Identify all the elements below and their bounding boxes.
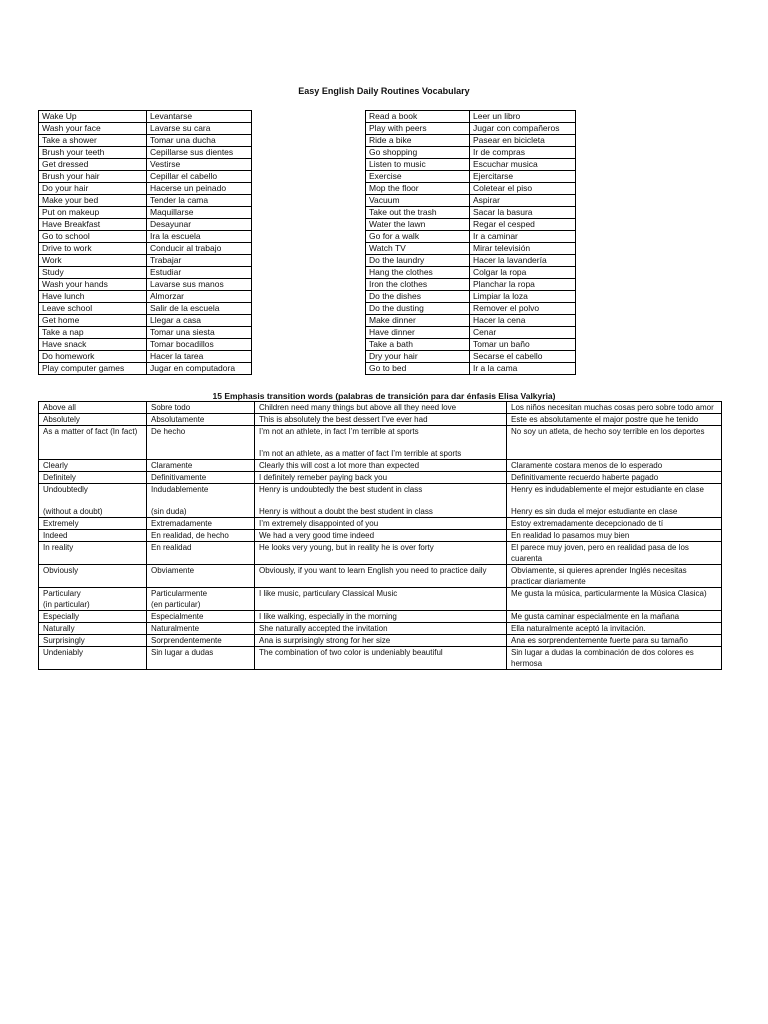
table-row xyxy=(366,351,576,363)
english-phrase-cell: Get dressed xyxy=(39,159,147,171)
spanish-word-cell: En realidad, de hecho xyxy=(147,530,255,542)
emphasis-table xyxy=(38,401,722,670)
table-row xyxy=(366,339,576,351)
table-row xyxy=(39,623,722,635)
table-row xyxy=(39,339,252,351)
spanish-word-cell: Particularmente (en particular) xyxy=(147,588,255,611)
spanish-phrase-cell: Hacer la lavandería xyxy=(470,255,576,267)
spanish-example-cell: Claramente costara menos de lo esperado xyxy=(507,460,722,472)
english-phrase-cell: Exercise xyxy=(366,171,470,183)
english-example-cell: This is absolutely the best dessert I’ve ever had xyxy=(255,414,507,426)
english-phrase-cell: Do the dishes xyxy=(366,291,470,303)
table-row xyxy=(39,255,252,267)
table-row xyxy=(39,291,252,303)
spanish-example-cell: Me gusta la música, particularmente la Música Clasica) xyxy=(507,588,722,611)
english-phrase-cell: Take out the trash xyxy=(366,207,470,219)
table-row xyxy=(39,351,252,363)
table-row xyxy=(39,542,722,565)
spanish-phrase-cell: Maquillarse xyxy=(147,207,252,219)
spanish-phrase-cell: Almorzar xyxy=(147,291,252,303)
english-phrase-cell: Go shopping xyxy=(366,147,470,159)
table-row xyxy=(39,279,252,291)
spanish-phrase-cell: Hacer la tarea xyxy=(147,351,252,363)
english-phrase-cell: Make dinner xyxy=(366,315,470,327)
spanish-phrase-cell: Leer un libro xyxy=(470,111,576,123)
table-row xyxy=(39,472,722,484)
spanish-phrase-cell: Hacerse un peinado xyxy=(147,183,252,195)
table-row xyxy=(39,414,722,426)
english-phrase-cell: Watch TV xyxy=(366,243,470,255)
english-phrase-cell: Make your bed xyxy=(39,195,147,207)
english-phrase-cell: Take a shower xyxy=(39,135,147,147)
english-phrase-cell: Have lunch xyxy=(39,291,147,303)
table-row xyxy=(39,484,722,518)
table-row xyxy=(39,135,252,147)
english-word-cell: Especially xyxy=(39,611,147,623)
table-row xyxy=(39,402,722,414)
english-phrase-cell: Get home xyxy=(39,315,147,327)
spanish-example-cell: No soy un atleta, de hecho soy terrible en los deportes xyxy=(507,426,722,460)
spanish-phrase-cell: Sacar la basura xyxy=(470,207,576,219)
spanish-phrase-cell: Desayunar xyxy=(147,219,252,231)
english-example-cell: Children need many things but above all they need love xyxy=(255,402,507,414)
spanish-word-cell: Extremadamente xyxy=(147,518,255,530)
spanish-phrase-cell: Regar el cesped xyxy=(470,219,576,231)
table-row xyxy=(39,111,252,123)
spanish-phrase-cell: Planchar la ropa xyxy=(470,279,576,291)
table-row xyxy=(366,195,576,207)
table-row xyxy=(366,207,576,219)
spanish-phrase-cell: Ejercitarse xyxy=(470,171,576,183)
spanish-phrase-cell: Llegar a casa xyxy=(147,315,252,327)
english-word-cell: As a matter of fact (In fact) xyxy=(39,426,147,460)
spanish-phrase-cell: Cepillar el cabello xyxy=(147,171,252,183)
emphasis-section-title: 15 Emphasis transition words (palabras de transición para dar énfasis Elisa Valkyria) xyxy=(212,391,556,401)
table-row xyxy=(39,611,722,623)
table-row xyxy=(366,111,576,123)
table-row xyxy=(39,207,252,219)
table-row xyxy=(39,123,252,135)
spanish-phrase-cell: Coletear el piso xyxy=(470,183,576,195)
spanish-word-cell: Claramente xyxy=(147,460,255,472)
table-row xyxy=(366,135,576,147)
spanish-word-cell: Naturalmente xyxy=(147,623,255,635)
english-phrase-cell: Work xyxy=(39,255,147,267)
english-word-cell: Absolutely xyxy=(39,414,147,426)
english-phrase-cell: Wash your hands xyxy=(39,279,147,291)
table-row xyxy=(39,267,252,279)
english-phrase-cell: Mop the floor xyxy=(366,183,470,195)
spanish-example-cell: Este es absolutamente el major postre que he tenido xyxy=(507,414,722,426)
table-row xyxy=(39,195,252,207)
table-row xyxy=(366,315,576,327)
english-word-cell: In reality xyxy=(39,542,147,565)
spanish-word-cell: De hecho xyxy=(147,426,255,460)
spanish-phrase-cell: Ira la escuela xyxy=(147,231,252,243)
spanish-example-cell: En realidad lo pasamos muy bien xyxy=(507,530,722,542)
spanish-phrase-cell: Jugar con compañeros xyxy=(470,123,576,135)
english-phrase-cell: Go to school xyxy=(39,231,147,243)
english-example-cell: I definitely remeber paying back you xyxy=(255,472,507,484)
english-phrase-cell: Wake Up xyxy=(39,111,147,123)
english-word-cell: Undoubtedly (without a doubt) xyxy=(39,484,147,518)
spanish-word-cell: Sin lugar a dudas xyxy=(147,647,255,670)
table-row xyxy=(39,530,722,542)
english-phrase-cell: Do the dusting xyxy=(366,303,470,315)
spanish-phrase-cell: Escuchar musica xyxy=(470,159,576,171)
table-row xyxy=(39,426,722,460)
spanish-phrase-cell: Cepillarse sus dientes xyxy=(147,147,252,159)
spanish-example-cell: Ella naturalmente aceptó la invitación. xyxy=(507,623,722,635)
spanish-phrase-cell: Lavarse sus manos xyxy=(147,279,252,291)
table-row xyxy=(366,279,576,291)
table-row xyxy=(366,291,576,303)
english-phrase-cell: Ride a bike xyxy=(366,135,470,147)
english-phrase-cell: Drive to work xyxy=(39,243,147,255)
table-row xyxy=(39,171,252,183)
spanish-phrase-cell: Tender la cama xyxy=(147,195,252,207)
spanish-phrase-cell: Jugar en computadora xyxy=(147,363,252,375)
spanish-example-cell: Definitivamente recuerdo haberte pagado xyxy=(507,472,722,484)
english-example-cell: I like music, particulary Classical Music xyxy=(255,588,507,611)
spanish-example-cell: Me gusta caminar especialmente en la mañana xyxy=(507,611,722,623)
english-phrase-cell: Take a bath xyxy=(366,339,470,351)
table-row xyxy=(39,327,252,339)
spanish-phrase-cell: Ir a la cama xyxy=(470,363,576,375)
vocab-table-left xyxy=(38,110,252,375)
table-row xyxy=(39,303,252,315)
table-row xyxy=(39,588,722,611)
spanish-phrase-cell: Tomar bocadillos xyxy=(147,339,252,351)
spanish-phrase-cell: Conducir al trabajo xyxy=(147,243,252,255)
english-example-cell: He looks very young, but in reality he is over forty xyxy=(255,542,507,565)
spanish-phrase-cell: Estudiar xyxy=(147,267,252,279)
spanish-example-cell: Sin lugar a dudas la combinación de dos colores es hermosa xyxy=(507,647,722,670)
table-row xyxy=(39,647,722,670)
english-phrase-cell: Water the lawn xyxy=(366,219,470,231)
table-row xyxy=(366,183,576,195)
english-example-cell: Clearly this will cost a lot more than expected xyxy=(255,460,507,472)
spanish-phrase-cell: Colgar la ropa xyxy=(470,267,576,279)
english-phrase-cell: Do your hair xyxy=(39,183,147,195)
spanish-example-cell: Henry es indudablemente el mejor estudiante en clase Henry es sin duda el mejor estudiante en clase xyxy=(507,484,722,518)
english-phrase-cell: Have Breakfast xyxy=(39,219,147,231)
table-row xyxy=(39,243,252,255)
table-row xyxy=(366,255,576,267)
english-word-cell: Obviously xyxy=(39,565,147,588)
spanish-phrase-cell: Tomar un baño xyxy=(470,339,576,351)
english-word-cell: Extremely xyxy=(39,518,147,530)
english-word-cell: Undeniably xyxy=(39,647,147,670)
spanish-word-cell: Indudablemente (sin duda) xyxy=(147,484,255,518)
english-phrase-cell: Take a nap xyxy=(39,327,147,339)
vocab-table-right xyxy=(365,110,576,375)
english-example-cell: She naturally accepted the invitation xyxy=(255,623,507,635)
spanish-phrase-cell: Pasear en bicicleta xyxy=(470,135,576,147)
english-word-cell: Naturally xyxy=(39,623,147,635)
english-word-cell: Surprisingly xyxy=(39,635,147,647)
english-word-cell: Above all xyxy=(39,402,147,414)
spanish-phrase-cell: Trabajar xyxy=(147,255,252,267)
spanish-phrase-cell: Ir a caminar xyxy=(470,231,576,243)
spanish-phrase-cell: Salir de la escuela xyxy=(147,303,252,315)
english-example-cell: Obviously, if you want to learn English you need to practice daily xyxy=(255,565,507,588)
english-example-cell: I’m not an athlete, in fact I’m terrible at sports I’m not an athlete, as a matter of fact I’m terrible at sports xyxy=(255,426,507,460)
english-phrase-cell: Wash your face xyxy=(39,123,147,135)
table-row xyxy=(366,159,576,171)
table-row xyxy=(366,171,576,183)
spanish-phrase-cell: Tomar una ducha xyxy=(147,135,252,147)
spanish-phrase-cell: Mirar televisión xyxy=(470,243,576,255)
spanish-word-cell: En realidad xyxy=(147,542,255,565)
english-phrase-cell: Brush your hair xyxy=(39,171,147,183)
spanish-phrase-cell: Limpiar la loza xyxy=(470,291,576,303)
english-phrase-cell: Hang the clothes xyxy=(366,267,470,279)
table-row xyxy=(366,123,576,135)
table-row xyxy=(39,147,252,159)
spanish-phrase-cell: Remover el polvo xyxy=(470,303,576,315)
spanish-phrase-cell: Hacer la cena xyxy=(470,315,576,327)
english-phrase-cell: Have snack xyxy=(39,339,147,351)
table-row xyxy=(39,219,252,231)
table-row xyxy=(366,267,576,279)
table-row xyxy=(39,565,722,588)
english-example-cell: Henry is undoubtedly the best student in class Henry is without a doubt the best student in class xyxy=(255,484,507,518)
spanish-example-cell: Estoy extremadamente decepcionado de tí xyxy=(507,518,722,530)
table-row xyxy=(39,159,252,171)
table-row xyxy=(39,518,722,530)
english-phrase-cell: Put on makeup xyxy=(39,207,147,219)
english-word-cell: Particulary (in particular) xyxy=(39,588,147,611)
spanish-phrase-cell: Aspirar xyxy=(470,195,576,207)
spanish-phrase-cell: Lavarse su cara xyxy=(147,123,252,135)
english-word-cell: Definitely xyxy=(39,472,147,484)
english-phrase-cell: Iron the clothes xyxy=(366,279,470,291)
table-row xyxy=(366,219,576,231)
english-phrase-cell: Vacuum xyxy=(366,195,470,207)
english-phrase-cell: Dry your hair xyxy=(366,351,470,363)
english-phrase-cell: Play with peers xyxy=(366,123,470,135)
spanish-word-cell: Sorprendentemente xyxy=(147,635,255,647)
spanish-word-cell: Definitivamente xyxy=(147,472,255,484)
spanish-example-cell: El parece muy joven, pero en realidad pasa de los cuarenta xyxy=(507,542,722,565)
table-row xyxy=(366,243,576,255)
table-row xyxy=(366,303,576,315)
table-row xyxy=(39,460,722,472)
table-row xyxy=(366,327,576,339)
english-phrase-cell: Go for a walk xyxy=(366,231,470,243)
spanish-word-cell: Absolutamente xyxy=(147,414,255,426)
table-row xyxy=(366,231,576,243)
english-phrase-cell: Study xyxy=(39,267,147,279)
table-row xyxy=(39,315,252,327)
english-phrase-cell: Go to bed xyxy=(366,363,470,375)
english-phrase-cell: Play computer games xyxy=(39,363,147,375)
spanish-phrase-cell: Vestirse xyxy=(147,159,252,171)
table-row xyxy=(39,183,252,195)
table-row xyxy=(39,363,252,375)
table-row xyxy=(39,635,722,647)
spanish-example-cell: Los niños necesitan muchas cosas pero sobre todo amor xyxy=(507,402,722,414)
spanish-phrase-cell: Levantarse xyxy=(147,111,252,123)
page-title: Easy English Daily Routines Vocabulary xyxy=(298,86,470,96)
english-phrase-cell: Listen to music xyxy=(366,159,470,171)
english-phrase-cell: Do the laundry xyxy=(366,255,470,267)
spanish-word-cell: Sobre todo xyxy=(147,402,255,414)
spanish-phrase-cell: Secarse el cabello xyxy=(470,351,576,363)
english-phrase-cell: Do homework xyxy=(39,351,147,363)
english-word-cell: Clearly xyxy=(39,460,147,472)
english-example-cell: We had a very good time indeed xyxy=(255,530,507,542)
table-row xyxy=(366,363,576,375)
spanish-phrase-cell: Tomar una siesta xyxy=(147,327,252,339)
spanish-phrase-cell: Ir de compras xyxy=(470,147,576,159)
english-phrase-cell: Read a book xyxy=(366,111,470,123)
english-example-cell: Ana is surprisingly strong for her size xyxy=(255,635,507,647)
english-example-cell: I like walking, especially in the morning xyxy=(255,611,507,623)
spanish-phrase-cell: Cenar xyxy=(470,327,576,339)
english-example-cell: I’m extremely disappointed of you xyxy=(255,518,507,530)
english-example-cell: The combination of two color is undeniably beautiful xyxy=(255,647,507,670)
english-phrase-cell: Have dinner xyxy=(366,327,470,339)
english-phrase-cell: Brush your teeth xyxy=(39,147,147,159)
table-row xyxy=(366,147,576,159)
english-word-cell: Indeed xyxy=(39,530,147,542)
english-phrase-cell: Leave school xyxy=(39,303,147,315)
spanish-word-cell: Obviamente xyxy=(147,565,255,588)
table-row xyxy=(39,231,252,243)
spanish-example-cell: Ana es sorprendentemente fuerte para su tamaño xyxy=(507,635,722,647)
spanish-word-cell: Especialmente xyxy=(147,611,255,623)
spanish-example-cell: Obviamente, si quieres aprender Inglés necesitas practicar diariamente xyxy=(507,565,722,588)
